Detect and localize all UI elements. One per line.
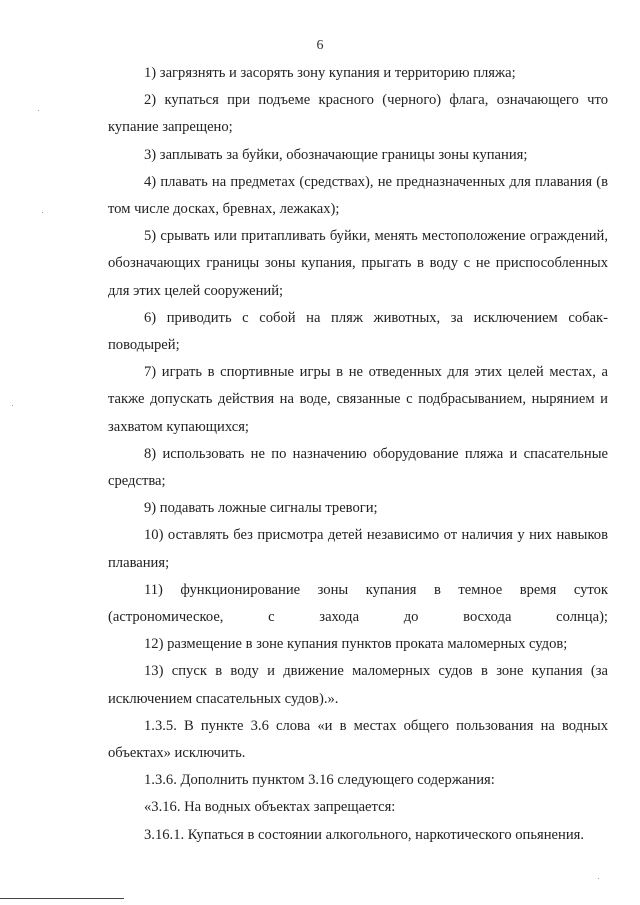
list-item-8: 8) использовать не по назначению оборудование пляжа и спасательные средства; bbox=[108, 445, 608, 490]
list-item-7: 7) играть в спортивные игры в не отведенных для этих целей местах, а также допускать действия на воде, связанные с подбрасыванием, нырянием и захватом купающихся; bbox=[108, 364, 608, 435]
list-item-5: 5) срывать или притапливать буйки, менять местоположение ограждений, обозначающих границы зоны купания, прыгать в воду с не приспособленных для этих целей сооружений; bbox=[108, 228, 608, 299]
list-item-6: 6) приводить с собой на пляж животных, за исключением собак-поводырей; bbox=[108, 309, 608, 354]
list-item-13: 13) спуск в воду и движение маломерных судов в зоне купания (за исключением спасательных судов).». bbox=[108, 663, 608, 707]
list-item-11: 11) функционирование зоны купания в темное время суток (астрономическое, с захода до восхода солнца); bbox=[108, 581, 608, 626]
clause-1-3-5: 1.3.5. В пункте 3.6 слова «и в местах общего пользования на водных объектах» исключить. bbox=[108, 717, 608, 762]
document-body bbox=[108, 60, 608, 849]
clause-3-16-1: 3.16.1. Купаться в состоянии алкогольного, наркотического опьянения. bbox=[144, 826, 585, 843]
clause-3-16-heading: «3.16. На водных объектах запрещается: bbox=[144, 799, 396, 816]
scan-speck bbox=[42, 212, 43, 213]
page-number: 6 bbox=[316, 38, 324, 53]
list-item-12: 12) размещение в зоне купания пунктов проката маломерных судов; bbox=[144, 636, 568, 653]
list-item-1: 1) загрязнять и засорять зону купания и территорию пляжа; bbox=[144, 65, 516, 81]
scan-speck bbox=[598, 878, 599, 879]
footnote-divider bbox=[0, 898, 124, 899]
list-item-9: 9) подавать ложные сигналы тревоги; bbox=[144, 500, 378, 517]
scan-speck bbox=[12, 405, 13, 406]
clause-1-3-6: 1.3.6. Дополнить пунктом 3.16 следующего содержания: bbox=[144, 772, 495, 789]
list-item-2: 2) купаться при подъеме красного (черного) флага, означающего что купание запрещено; bbox=[108, 92, 608, 136]
list-item-10: 10) оставлять без присмотра детей независимо от наличия у них навыков плавания; bbox=[108, 527, 608, 571]
scan-speck bbox=[38, 110, 39, 111]
list-item-4: 4) плавать на предметах (средствах), не предназначенных для плавания (в том числе досках, бревнах, лежаках); bbox=[108, 173, 608, 218]
list-item-3: 3) заплывать за буйки, обозначающие границы зоны купания; bbox=[144, 146, 528, 163]
